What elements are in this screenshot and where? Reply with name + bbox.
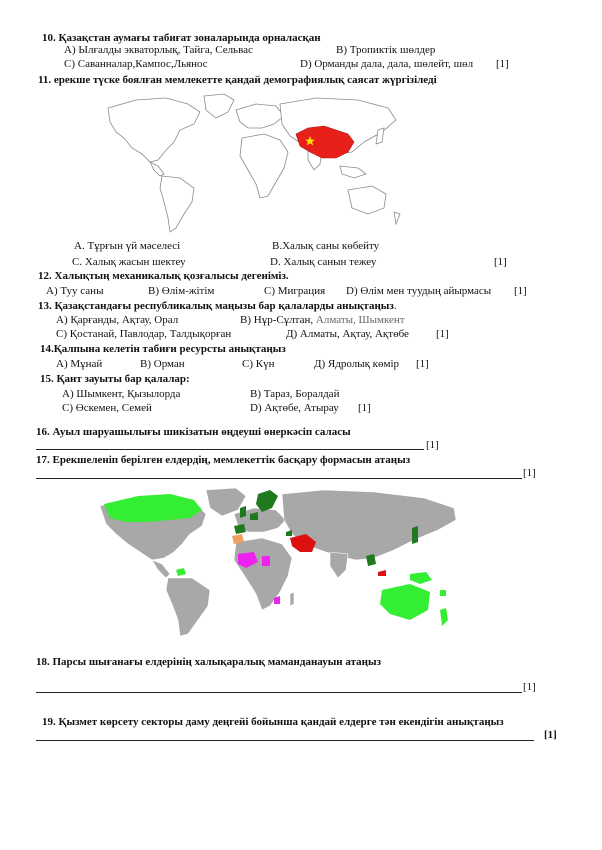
map2-caribbean-light-green bbox=[176, 568, 186, 576]
q16-title: 16. Ауыл шаруашылығы шикізатын өңдеуші өнеркәсіп саласы bbox=[36, 426, 351, 438]
map2-pacific-light-green bbox=[440, 590, 446, 596]
map2-central-africa-magenta bbox=[262, 556, 270, 566]
q12-option-d: D) Өлім мен туудың айырмасы bbox=[346, 285, 492, 297]
q10-title: 10. Қазақстан аумағы табиғат зоналарында орналасқан bbox=[42, 32, 321, 44]
q15-score: [1] bbox=[358, 402, 371, 414]
q14-option-a: А) Мұнай bbox=[56, 358, 103, 370]
map2-new-zealand-light-green bbox=[440, 608, 448, 626]
q19-answer-line bbox=[36, 740, 534, 741]
q10-score: [1] bbox=[496, 58, 509, 70]
q17-score: [1] bbox=[523, 467, 536, 479]
map1-continents bbox=[108, 94, 400, 232]
q16-score: [1] bbox=[426, 439, 439, 451]
q11-option-a: А. Тұрғын үй мәселесі bbox=[74, 240, 181, 252]
world-map-outline bbox=[96, 90, 406, 240]
q13-title: 13. Қазақстандағы республикалық маңызы бар қалаларды анықтаңыз bbox=[38, 300, 394, 312]
map2-canada-light-green bbox=[104, 494, 202, 522]
q10-option-b: В) Тропиктік шөлдер bbox=[336, 44, 436, 56]
q13-option-c: С) Қостанай, Павлодар, Талдықорған bbox=[56, 328, 232, 340]
map2-uk-dark-green bbox=[240, 506, 246, 518]
q11-option-c: C. Халық жасын шектеу bbox=[72, 256, 186, 268]
q12-title: 12. Халықтың механикалық қозғалысы дегеніміз. bbox=[38, 270, 289, 282]
q14-option-c: С) Күн bbox=[242, 358, 275, 370]
q16-answer-line bbox=[36, 449, 424, 450]
q10-option-a: А) Ылғалды экваторлық, Тайга, Сельвас bbox=[64, 44, 253, 56]
map1-central-america bbox=[150, 162, 164, 176]
q14-option-b: В) Орман bbox=[140, 358, 185, 370]
q17-answer-line bbox=[36, 478, 522, 479]
q15-option-c: С) Өскемен, Семей bbox=[62, 402, 152, 414]
q14-option-d: Д) Ядролық көмір bbox=[314, 358, 400, 370]
map1-se-asia bbox=[340, 166, 366, 178]
map1-north-america bbox=[108, 98, 200, 162]
map2-malaysia-red bbox=[378, 570, 386, 576]
map2-japan-dark-green bbox=[412, 526, 418, 544]
q12-option-a: А) Туу саны bbox=[46, 285, 104, 297]
map1-south-america bbox=[160, 176, 194, 232]
q13-option-b: В) Нұр-Сұлтан, bbox=[240, 314, 314, 326]
map1-greenland bbox=[204, 94, 234, 118]
q10-option-d: D) Орманды дала, дала, шөлейт, шөл bbox=[300, 58, 474, 70]
q17-title: 17. Ерекшеленіп берілген елдердің, мемлекеттік басқару формасын атаңыз bbox=[36, 454, 411, 466]
q13-title-row bbox=[38, 300, 397, 313]
q11-title: 11. ерекше түске боялған мемлекетте қандай демографиялық саясат жүргізіледі bbox=[38, 74, 437, 86]
q18-title: 18. Парсы шығанағы елдерінің халықаралық маманданауын атаңыз bbox=[36, 656, 381, 668]
q18-score: [1] bbox=[523, 681, 536, 693]
q11-option-b: B.Халық саны көбейту bbox=[272, 240, 380, 252]
world-map-highlighted bbox=[94, 486, 478, 638]
q11-option-d: D. Халық санын тежеу bbox=[270, 256, 377, 268]
q19-score: [1] bbox=[544, 729, 557, 741]
q13-title-end: . bbox=[393, 300, 397, 312]
map2-south-america bbox=[166, 578, 210, 636]
map1-africa bbox=[240, 134, 288, 198]
q11-score: [1] bbox=[494, 256, 507, 268]
map2-central-america bbox=[152, 560, 170, 578]
q18-answer-line bbox=[36, 692, 522, 693]
q15-option-d: D) Ақтөбе, Атырау bbox=[250, 402, 339, 414]
map2-png-light-green bbox=[410, 572, 432, 584]
map1-australia bbox=[348, 186, 386, 214]
q14-title: 14.Қалпына келетін табиғи ресурсты анықтаңыз bbox=[40, 343, 286, 355]
q12-option-b: В) Өлім-жітім bbox=[148, 285, 215, 297]
map2-india bbox=[330, 552, 348, 578]
q12-option-c: С) Миграция bbox=[264, 285, 326, 297]
q14-score: [1] bbox=[416, 358, 429, 370]
q13-option-a: А) Қарғанды, Ақтау, Орал bbox=[56, 314, 179, 326]
q13-option-d: Д) Алматы, Ақтау, Ақтөбе bbox=[286, 328, 409, 340]
q12-score: [1] bbox=[514, 285, 527, 297]
q13-option-b-rest: Алматы, Шымкент bbox=[313, 314, 405, 326]
q10-option-c: С) Саванналар,Кампос,Льянос bbox=[64, 58, 208, 70]
map2-jordan-dark-green bbox=[286, 530, 292, 536]
map2-australia-light-green bbox=[380, 584, 430, 620]
q15-option-b: В) Тараз, Боралдай bbox=[250, 388, 340, 400]
map1-new-zealand bbox=[394, 212, 400, 224]
q13-score: [1] bbox=[436, 328, 449, 340]
map2-africa bbox=[234, 538, 292, 610]
q15-option-a: А) Шымкент, Қызылорда bbox=[62, 388, 181, 400]
map2-madagascar bbox=[290, 592, 294, 606]
q19-title: 19. Қызмет көрсету секторы даму деңгейі бойынша қандай елдерге тән екендігін анықтаңыз bbox=[42, 716, 504, 728]
q15-title: 15. Қант зауыты бар қалалар: bbox=[40, 373, 190, 385]
map2-spain-dark-green bbox=[234, 524, 246, 534]
map1-europe bbox=[236, 104, 284, 128]
q13-option-b-row bbox=[240, 314, 405, 327]
